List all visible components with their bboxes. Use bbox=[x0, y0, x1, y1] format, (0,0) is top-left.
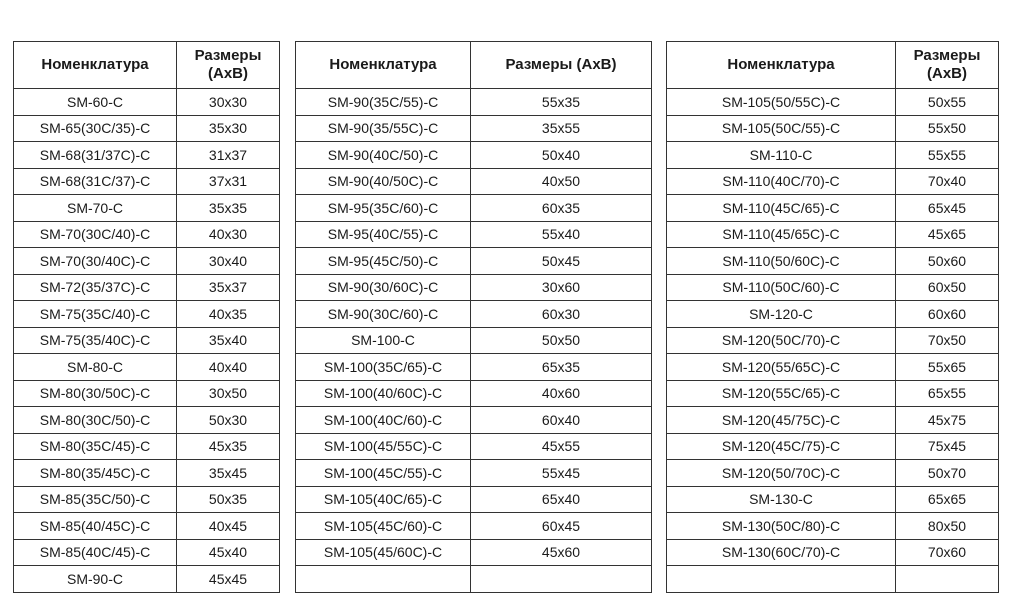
nomenclature-cell: SM-105(50/55C)-C bbox=[667, 89, 896, 116]
nomenclature-cell: SM-85(35C/50)-C bbox=[14, 486, 177, 513]
nomenclature-cell: SM-68(31C/37)-C bbox=[14, 168, 177, 195]
nomenclature-cell: SM-105(40C/65)-C bbox=[296, 486, 471, 513]
table-row bbox=[667, 460, 999, 487]
size-cell: 50x35 bbox=[177, 486, 280, 513]
nomenclature-cell: SM-72(35/37C)-C bbox=[14, 274, 177, 301]
size-cell: 35x55 bbox=[471, 115, 652, 142]
nomenclature-cell: SM-110(50/60C)-C bbox=[667, 248, 896, 275]
table-row bbox=[667, 89, 999, 116]
size-cell: 60x45 bbox=[471, 513, 652, 540]
size-cell: 60x50 bbox=[896, 274, 999, 301]
size-cell bbox=[896, 566, 999, 593]
nomenclature-cell: SM-120(50C/70)-C bbox=[667, 327, 896, 354]
size-cell: 55x65 bbox=[896, 354, 999, 381]
nomenclature-cell: SM-110(50C/60)-C bbox=[667, 274, 896, 301]
header-sizes: Размеры (АхВ) bbox=[896, 42, 999, 89]
size-cell: 55x55 bbox=[896, 142, 999, 169]
size-cell: 35x30 bbox=[177, 115, 280, 142]
size-cell: 65x65 bbox=[896, 486, 999, 513]
size-cell: 65x55 bbox=[896, 380, 999, 407]
nomenclature-cell: SM-90-C bbox=[14, 566, 177, 593]
nomenclature-cell: SM-95(45C/50)-C bbox=[296, 248, 471, 275]
size-cell: 40x50 bbox=[471, 168, 652, 195]
table-row bbox=[296, 566, 652, 593]
table-row bbox=[14, 274, 280, 301]
size-cell: 55x50 bbox=[896, 115, 999, 142]
table-row bbox=[296, 513, 652, 540]
nomenclature-cell: SM-85(40/45C)-C bbox=[14, 513, 177, 540]
nomenclature-cell: SM-130-C bbox=[667, 486, 896, 513]
nomenclature-cell: SM-85(40C/45)-C bbox=[14, 539, 177, 566]
nomenclature-cell: SM-90(40C/50)-C bbox=[296, 142, 471, 169]
table-row bbox=[296, 327, 652, 354]
nomenclature-cell: SM-100(35C/65)-C bbox=[296, 354, 471, 381]
size-cell: 60x60 bbox=[896, 301, 999, 328]
nomenclature-cell: SM-130(50C/80)-C bbox=[667, 513, 896, 540]
size-cell: 40x60 bbox=[471, 380, 652, 407]
nomenclature-cell: SM-90(40/50C)-C bbox=[296, 168, 471, 195]
size-cell: 80x50 bbox=[896, 513, 999, 540]
size-cell: 50x60 bbox=[896, 248, 999, 275]
nomenclature-cell: SM-120-C bbox=[667, 301, 896, 328]
nomenclature-cell: SM-120(45/75C)-C bbox=[667, 407, 896, 434]
table-row bbox=[14, 168, 280, 195]
nomenclature-cell: SM-70(30/40C)-C bbox=[14, 248, 177, 275]
size-cell: 35x35 bbox=[177, 195, 280, 222]
size-cell: 60x35 bbox=[471, 195, 652, 222]
size-cell: 45x40 bbox=[177, 539, 280, 566]
nomenclature-cell: SM-68(31/37C)-C bbox=[14, 142, 177, 169]
size-cell: 35x37 bbox=[177, 274, 280, 301]
table-row bbox=[667, 433, 999, 460]
size-cell: 45x55 bbox=[471, 433, 652, 460]
table-row bbox=[14, 539, 280, 566]
size-cell: 55x40 bbox=[471, 221, 652, 248]
table-row bbox=[667, 301, 999, 328]
table-row bbox=[667, 407, 999, 434]
nomenclature-cell: SM-95(35C/60)-C bbox=[296, 195, 471, 222]
nomenclature-cell: SM-80(30/50C)-C bbox=[14, 380, 177, 407]
nomenclature-cell: SM-100(45C/55)-C bbox=[296, 460, 471, 487]
sizes-table-1 bbox=[13, 41, 280, 593]
table-row bbox=[296, 433, 652, 460]
nomenclature-cell: SM-90(35/55C)-C bbox=[296, 115, 471, 142]
nomenclature-cell: SM-70(30C/40)-C bbox=[14, 221, 177, 248]
table-row bbox=[667, 274, 999, 301]
header-row bbox=[296, 42, 652, 89]
size-cell: 60x30 bbox=[471, 301, 652, 328]
table-row bbox=[14, 195, 280, 222]
table-row bbox=[296, 380, 652, 407]
size-cell: 40x30 bbox=[177, 221, 280, 248]
size-cell: 65x35 bbox=[471, 354, 652, 381]
table-row bbox=[14, 327, 280, 354]
nomenclature-cell bbox=[667, 566, 896, 593]
size-cell: 50x45 bbox=[471, 248, 652, 275]
table-row bbox=[296, 460, 652, 487]
table-row bbox=[667, 142, 999, 169]
size-cell: 45x65 bbox=[896, 221, 999, 248]
table-row bbox=[296, 539, 652, 566]
table-row bbox=[667, 566, 999, 593]
size-cell: 30x60 bbox=[471, 274, 652, 301]
size-cell: 45x60 bbox=[471, 539, 652, 566]
table-row bbox=[14, 486, 280, 513]
nomenclature-cell: SM-80(35/45C)-C bbox=[14, 460, 177, 487]
size-cell: 35x40 bbox=[177, 327, 280, 354]
nomenclature-cell: SM-100(45/55C)-C bbox=[296, 433, 471, 460]
nomenclature-cell: SM-105(45C/60)-C bbox=[296, 513, 471, 540]
size-cell: 75x45 bbox=[896, 433, 999, 460]
nomenclature-cell: SM-120(45C/75)-C bbox=[667, 433, 896, 460]
table-row bbox=[296, 195, 652, 222]
header-sizes: Размеры (АхВ) bbox=[471, 42, 652, 89]
nomenclature-cell: SM-95(40C/55)-C bbox=[296, 221, 471, 248]
size-cell: 40x40 bbox=[177, 354, 280, 381]
nomenclature-cell: SM-90(35C/55)-C bbox=[296, 89, 471, 116]
table-row bbox=[667, 248, 999, 275]
nomenclature-cell: SM-90(30C/60)-C bbox=[296, 301, 471, 328]
size-cell: 70x40 bbox=[896, 168, 999, 195]
size-cell: 40x35 bbox=[177, 301, 280, 328]
table-row bbox=[14, 380, 280, 407]
size-cell: 50x55 bbox=[896, 89, 999, 116]
table-row bbox=[296, 301, 652, 328]
table-row bbox=[14, 221, 280, 248]
nomenclature-cell: SM-100(40C/60)-C bbox=[296, 407, 471, 434]
table-row bbox=[296, 274, 652, 301]
nomenclature-cell: SM-105(50C/55)-C bbox=[667, 115, 896, 142]
table-row bbox=[296, 115, 652, 142]
nomenclature-cell: SM-110-C bbox=[667, 142, 896, 169]
table-row bbox=[667, 486, 999, 513]
nomenclature-cell: SM-120(50/70C)-C bbox=[667, 460, 896, 487]
table-row bbox=[667, 221, 999, 248]
size-cell: 65x45 bbox=[896, 195, 999, 222]
table-row bbox=[296, 142, 652, 169]
size-cell: 45x45 bbox=[177, 566, 280, 593]
nomenclature-cell: SM-60-C bbox=[14, 89, 177, 116]
table-row bbox=[296, 486, 652, 513]
nomenclature-cell: SM-80-C bbox=[14, 354, 177, 381]
nomenclature-cell: SM-110(45/65C)-C bbox=[667, 221, 896, 248]
size-cell: 50x30 bbox=[177, 407, 280, 434]
size-cell: 50x70 bbox=[896, 460, 999, 487]
sizes-table-3 bbox=[666, 41, 999, 593]
nomenclature-cell: SM-75(35/40C)-C bbox=[14, 327, 177, 354]
table-row bbox=[667, 539, 999, 566]
size-cell: 55x35 bbox=[471, 89, 652, 116]
table-row bbox=[667, 195, 999, 222]
nomenclature-cell: SM-110(45C/65)-C bbox=[667, 195, 896, 222]
size-cell: 70x50 bbox=[896, 327, 999, 354]
table-row bbox=[667, 168, 999, 195]
sizes-table-2 bbox=[295, 41, 652, 593]
header-row bbox=[667, 42, 999, 89]
size-cell: 45x75 bbox=[896, 407, 999, 434]
table-row bbox=[14, 142, 280, 169]
size-cell: 55x45 bbox=[471, 460, 652, 487]
nomenclature-cell: SM-75(35C/40)-C bbox=[14, 301, 177, 328]
table-row bbox=[667, 513, 999, 540]
size-cell: 35x45 bbox=[177, 460, 280, 487]
table-row bbox=[296, 168, 652, 195]
size-cell: 30x30 bbox=[177, 89, 280, 116]
size-cell: 60x40 bbox=[471, 407, 652, 434]
nomenclature-cell: SM-65(30C/35)-C bbox=[14, 115, 177, 142]
table-row bbox=[14, 513, 280, 540]
header-row bbox=[14, 42, 280, 89]
table-row bbox=[14, 301, 280, 328]
nomenclature-cell bbox=[296, 566, 471, 593]
size-cell: 31x37 bbox=[177, 142, 280, 169]
size-cell: 30x50 bbox=[177, 380, 280, 407]
header-sizes: Размеры (АхВ) bbox=[177, 42, 280, 89]
table-row bbox=[14, 566, 280, 593]
table-row bbox=[14, 407, 280, 434]
nomenclature-cell: SM-90(30/60C)-C bbox=[296, 274, 471, 301]
size-cell bbox=[471, 566, 652, 593]
size-cell: 50x50 bbox=[471, 327, 652, 354]
table-row bbox=[667, 380, 999, 407]
table-row bbox=[296, 89, 652, 116]
nomenclature-cell: SM-70-C bbox=[14, 195, 177, 222]
header-nomenclature: Номенклатура bbox=[14, 42, 177, 89]
size-cell: 37x31 bbox=[177, 168, 280, 195]
size-cell: 45x35 bbox=[177, 433, 280, 460]
table-row bbox=[14, 460, 280, 487]
size-cell: 40x45 bbox=[177, 513, 280, 540]
size-cell: 70x60 bbox=[896, 539, 999, 566]
nomenclature-cell: SM-100-C bbox=[296, 327, 471, 354]
table-row bbox=[667, 327, 999, 354]
table-row bbox=[296, 407, 652, 434]
header-nomenclature: Номенклатура bbox=[296, 42, 471, 89]
table-row bbox=[667, 115, 999, 142]
table-row bbox=[296, 221, 652, 248]
size-cell: 30x40 bbox=[177, 248, 280, 275]
table-row bbox=[667, 354, 999, 381]
header-nomenclature: Номенклатура bbox=[667, 42, 896, 89]
nomenclature-cell: SM-110(40C/70)-C bbox=[667, 168, 896, 195]
size-cell: 50x40 bbox=[471, 142, 652, 169]
nomenclature-cell: SM-80(30C/50)-C bbox=[14, 407, 177, 434]
nomenclature-cell: SM-105(45/60C)-C bbox=[296, 539, 471, 566]
table-row bbox=[14, 248, 280, 275]
table-row bbox=[14, 354, 280, 381]
table-row bbox=[14, 115, 280, 142]
table-row bbox=[14, 89, 280, 116]
size-cell: 65x40 bbox=[471, 486, 652, 513]
nomenclature-cell: SM-120(55/65C)-C bbox=[667, 354, 896, 381]
nomenclature-cell: SM-120(55C/65)-C bbox=[667, 380, 896, 407]
table-row bbox=[14, 433, 280, 460]
nomenclature-cell: SM-100(40/60C)-C bbox=[296, 380, 471, 407]
table-row bbox=[296, 248, 652, 275]
nomenclature-cell: SM-130(60C/70)-C bbox=[667, 539, 896, 566]
nomenclature-cell: SM-80(35C/45)-C bbox=[14, 433, 177, 460]
table-row bbox=[296, 354, 652, 381]
